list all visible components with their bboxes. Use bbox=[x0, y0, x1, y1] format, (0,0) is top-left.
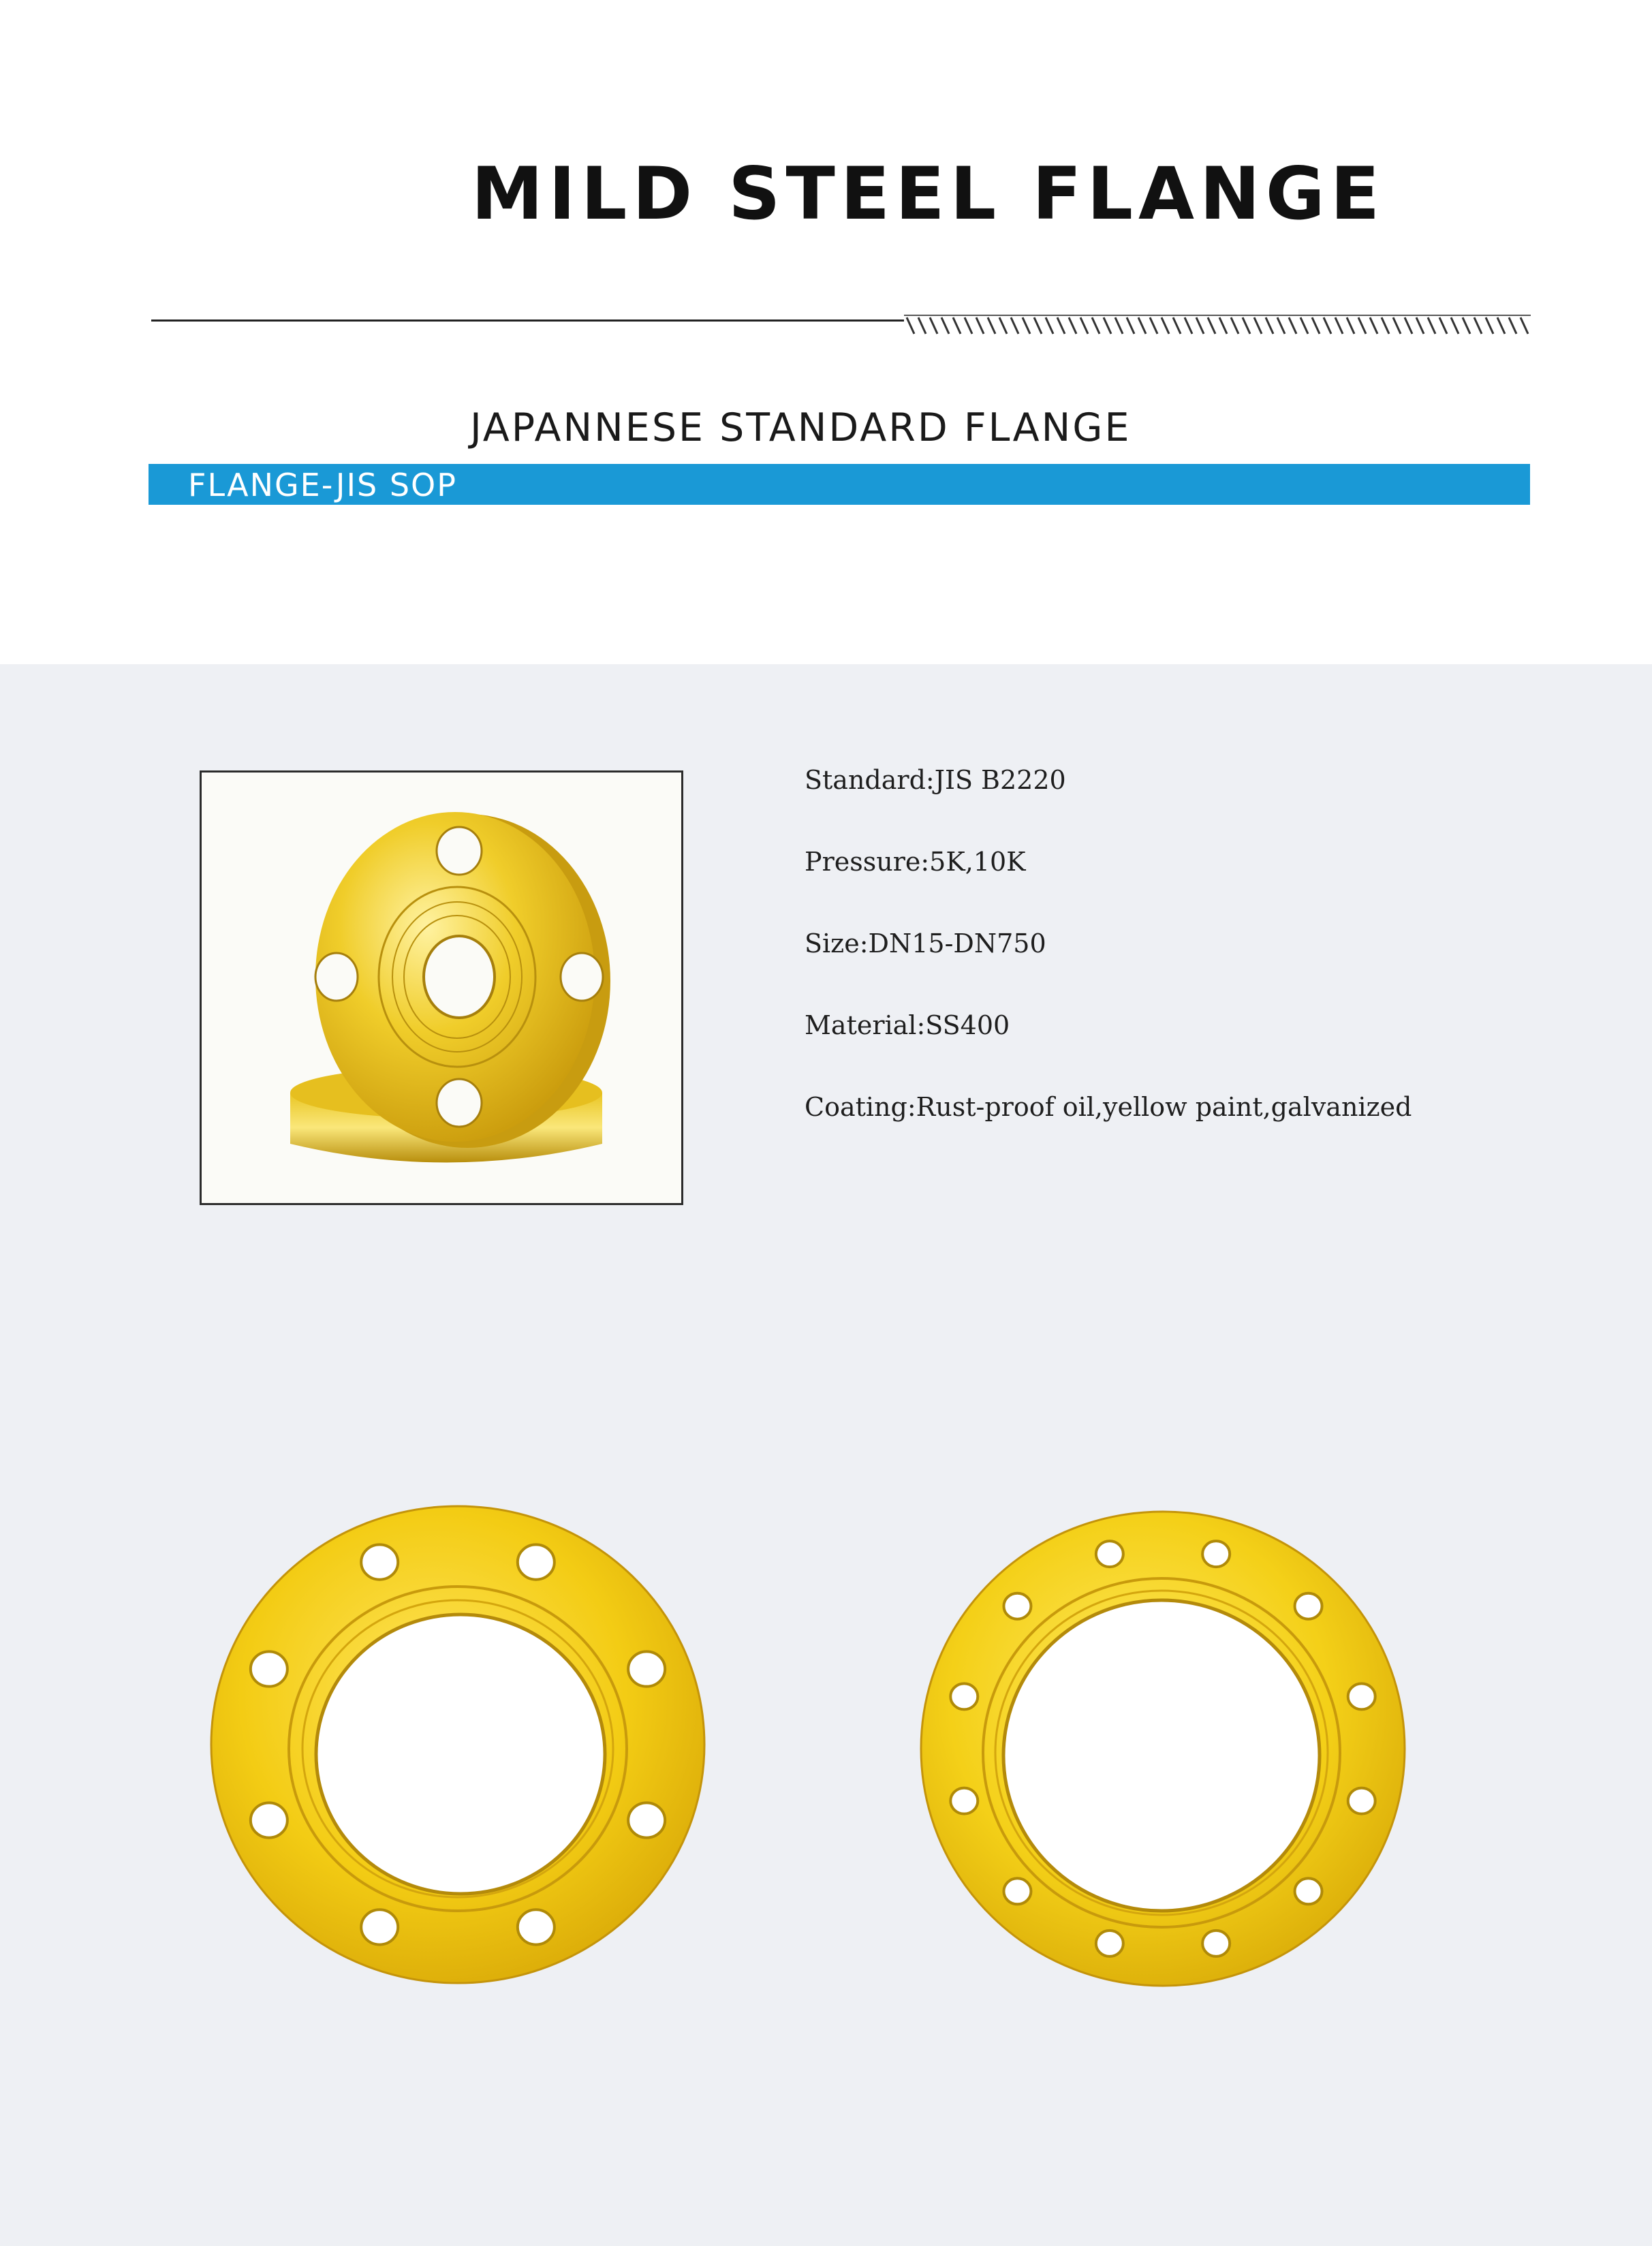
spec-size: Size:DN15-DN750 bbox=[805, 929, 1046, 958]
bolt-hole bbox=[518, 1544, 555, 1579]
spec-list bbox=[805, 760, 1588, 1168]
bolt-hole bbox=[1096, 1541, 1123, 1567]
bolt-hole bbox=[251, 1803, 287, 1837]
spec-pressure: Pressure:5K,10K bbox=[805, 847, 1026, 877]
bolt-hole bbox=[950, 1788, 978, 1814]
spec-coating: Coating:Rust-proof oil,yellow paint,galvanized bbox=[805, 1092, 1412, 1122]
stacked-flange-photo bbox=[202, 773, 681, 1203]
section-subtitle: JAPANNESE STANDARD FLANGE bbox=[470, 405, 1132, 450]
bolt-hole bbox=[1003, 1593, 1031, 1619]
bolt-hole bbox=[361, 1909, 398, 1944]
bolt-hole bbox=[628, 1803, 665, 1837]
bolt-hole bbox=[1295, 1593, 1322, 1619]
bolt-hole bbox=[361, 1544, 398, 1579]
bolt-hole bbox=[1348, 1683, 1375, 1709]
bolt-hole bbox=[1003, 1878, 1031, 1904]
bolt-hole bbox=[518, 1909, 555, 1944]
flange-12-hole-photo bbox=[916, 1502, 1414, 1993]
title-divider bbox=[151, 319, 904, 322]
page-title: MILD STEEL FLANGE bbox=[471, 152, 1386, 236]
product-photo-frame bbox=[200, 770, 683, 1205]
category-bar-label: FLANGE-JIS SOP bbox=[188, 467, 457, 503]
bolt-hole bbox=[1096, 1931, 1123, 1956]
bolt-hole bbox=[1202, 1931, 1230, 1956]
category-bar bbox=[149, 464, 1530, 505]
spec-standard: Standard:JIS B2220 bbox=[805, 765, 1066, 795]
bolt-hole bbox=[628, 1651, 665, 1686]
spec-material: Material:SS400 bbox=[805, 1010, 1010, 1040]
bolt-hole bbox=[950, 1683, 978, 1709]
bolt-hole bbox=[1348, 1788, 1375, 1814]
bolt-hole bbox=[251, 1651, 287, 1686]
bolt-hole bbox=[1295, 1878, 1322, 1904]
hatch-divider bbox=[904, 315, 1531, 335]
bolt-hole bbox=[1202, 1541, 1230, 1567]
flange-8-hole-photo bbox=[204, 1502, 715, 1993]
